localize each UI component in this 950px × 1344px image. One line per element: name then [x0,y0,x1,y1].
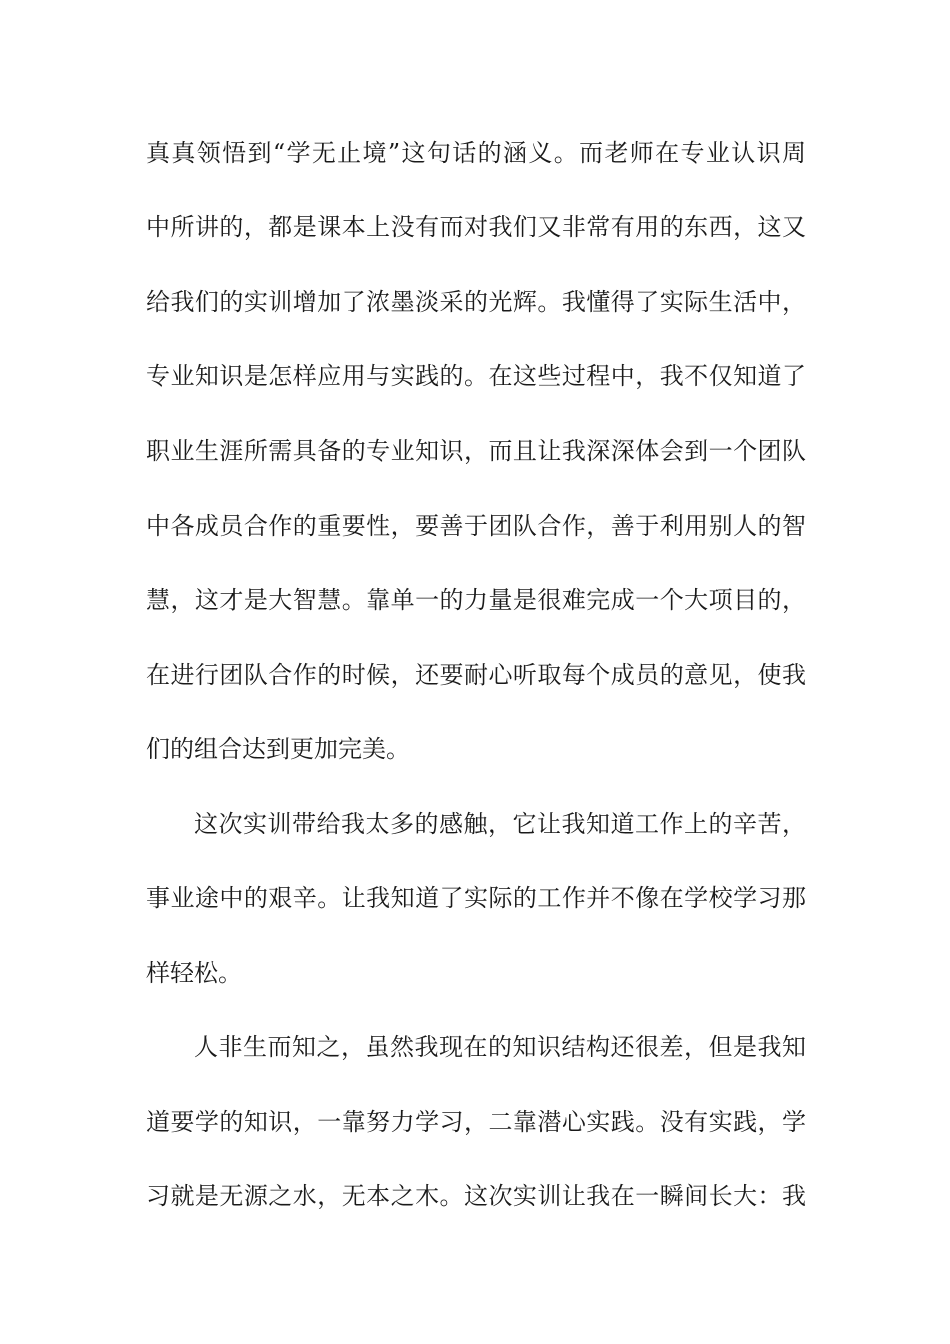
text-line: 慧，这才是大智慧。靠单一的力量是很难完成一个大项目的， [146,586,806,614]
paragraph-first-line: 人非生而知之，虽然我现在的知识结构还很差，但是我知 [194,1033,806,1061]
text-line: 职业生涯所需具备的专业知识，而且让我深深体会到一个团队 [146,437,806,465]
text-line: 道要学的知识，一靠努力学习，二靠潜心实践。没有实践，学 [146,1108,806,1136]
text-line: 中所讲的，都是课本上没有而对我们又非常有用的东西，这又 [146,213,806,241]
paragraph-first-line: 这次实训带给我太多的感触，它让我知道工作上的辛苦， [194,810,806,838]
text-line: 真真领悟到“学无止境”这句话的涵义。而老师在专业认识周 [146,139,806,167]
text-line: 专业知识是怎样应用与实践的。在这些过程中，我不仅知道了 [146,362,806,390]
text-line: 习就是无源之水，无本之木。这次实训让我在一瞬间长大：我 [146,1182,806,1210]
text-line: 样轻松。 [146,959,242,987]
text-line: 们的组合达到更加完美。 [146,735,410,763]
text-line: 事业途中的艰辛。让我知道了实际的工作并不像在学校学习那 [146,884,806,912]
text-line: 在进行团队合作的时候，还要耐心听取每个成员的意见，使我 [146,661,806,689]
text-line: 中各成员合作的重要性，要善于团队合作，善于利用别人的智 [146,512,806,540]
text-line: 给我们的实训增加了浓墨淡采的光辉。我懂得了实际生活中， [146,288,806,316]
